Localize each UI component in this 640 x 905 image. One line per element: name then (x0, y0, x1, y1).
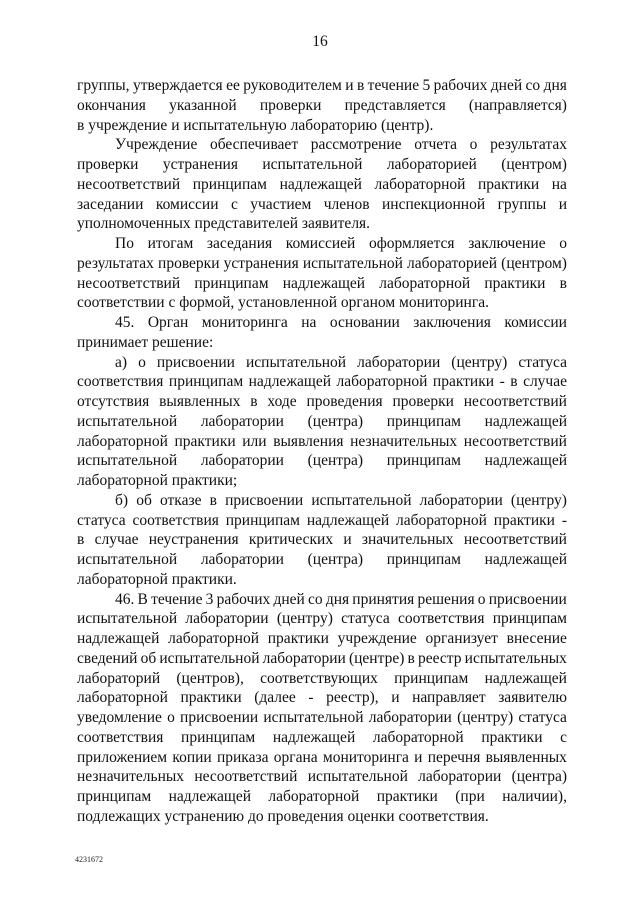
word: проверки (259, 96, 322, 114)
word: надлежащей (77, 630, 160, 647)
word: лабораторной (77, 689, 168, 707)
word: По (115, 235, 134, 252)
word: комиссии (155, 195, 219, 213)
text-line (77, 432, 567, 452)
word: ходе (267, 393, 297, 410)
word: 46. (115, 590, 135, 608)
word: испытательной (262, 156, 363, 173)
word: в (250, 393, 258, 410)
word: испытательной (307, 768, 408, 786)
word: принципам (192, 175, 267, 193)
word: лабораторной (372, 728, 464, 746)
word: организует (425, 630, 498, 647)
word: дней (490, 77, 523, 94)
word: группы, (77, 77, 130, 94)
word: лаборатории (200, 551, 284, 568)
word: лабораторной (336, 373, 428, 391)
text-line: принимает решение: (77, 333, 214, 351)
word: надлежащей (484, 551, 567, 568)
word: наличии), (502, 788, 567, 805)
word: о (477, 590, 486, 608)
text-line (77, 708, 567, 728)
word: заседании (77, 195, 144, 213)
word: (центра) (307, 551, 364, 568)
word: надлежащей (484, 452, 567, 470)
word: принципам (168, 373, 244, 391)
word: статуса (518, 353, 567, 371)
word: принципам (225, 511, 300, 529)
word: лаборатории (419, 491, 503, 509)
word: присвоении (156, 353, 235, 371)
word: о (469, 136, 478, 154)
text-line (77, 412, 567, 432)
word: лабораторной (379, 274, 471, 292)
word: основании (329, 314, 400, 331)
word: или (242, 432, 267, 450)
word: лаборатории (262, 649, 346, 667)
word: соответствия (77, 728, 164, 746)
word: испытательной (77, 452, 178, 470)
word: сведений (77, 649, 138, 667)
text-line (77, 511, 567, 531)
word: группы (497, 195, 547, 213)
word: приложением (77, 748, 168, 766)
word: утверждается (132, 77, 223, 94)
word: обеспечивает (209, 136, 299, 154)
text-line (77, 550, 567, 570)
word: лаборатории (185, 610, 269, 628)
word: проверки (77, 156, 139, 173)
word: критических (248, 531, 334, 549)
word: окончания (77, 96, 146, 114)
word: в (77, 531, 85, 549)
word: б) (115, 491, 129, 509)
word: членов (323, 195, 370, 213)
word: незначительных (77, 768, 185, 786)
text-line: соответствии с формой, установленной органом мониторинга. (77, 294, 489, 312)
word: со (308, 590, 323, 608)
text-line (77, 175, 567, 195)
word: 3 (205, 590, 214, 608)
word: статуса (518, 709, 567, 726)
word: практики (484, 274, 546, 292)
word: (центру) (457, 709, 514, 726)
text-line (77, 669, 567, 689)
word: практики (432, 373, 495, 391)
word: принципам (181, 728, 256, 746)
word: лабораторией (407, 254, 498, 272)
word: учреждение (337, 630, 417, 647)
word: несоответствий (463, 393, 567, 410)
word: со (525, 77, 541, 94)
word: - (308, 689, 314, 707)
text-line (77, 688, 567, 708)
word: течение (151, 590, 203, 608)
word: лабораторий (77, 669, 161, 687)
word: (центру) (510, 491, 567, 509)
word: копии (172, 748, 212, 766)
word: представляется (344, 96, 446, 114)
word: и (391, 689, 400, 707)
word: выявления (273, 432, 344, 450)
word: реестр (418, 649, 462, 667)
word: (центру) (276, 610, 333, 628)
document-code: 4231672 (75, 855, 103, 864)
text-line (77, 96, 567, 116)
text-line (77, 649, 567, 669)
word: 45. (115, 314, 135, 331)
word: (центру) (451, 353, 508, 371)
word: лабораторной (168, 630, 260, 647)
text-line (77, 274, 567, 294)
word: (центре) (348, 649, 405, 667)
word: лабораторией (386, 156, 477, 173)
word: проведения (306, 393, 383, 410)
text-line (77, 195, 567, 215)
text-line (77, 372, 567, 392)
word: в (559, 274, 567, 292)
word: соответствия (132, 511, 219, 529)
word: статуса (77, 511, 126, 529)
word: принципам (386, 452, 461, 470)
word: 5 (422, 77, 431, 94)
word: выявленных (485, 748, 567, 766)
word: Орган (147, 314, 189, 331)
word: принципам (394, 669, 469, 687)
word: практики (174, 432, 236, 450)
word: заключения (413, 314, 491, 331)
word: принципам (386, 551, 461, 568)
word: надлежащей (168, 788, 251, 805)
word: соответствия (77, 373, 164, 391)
word: и (414, 748, 423, 766)
text-line (77, 76, 567, 96)
word: с (560, 728, 567, 746)
word: (центров), (176, 669, 244, 687)
word: лаборатории (357, 353, 441, 371)
word: устранения (223, 254, 299, 272)
word: проверки (158, 254, 220, 272)
word: неустранения (148, 531, 239, 549)
word: практики (376, 788, 438, 805)
word: присвоении (488, 590, 567, 608)
word: лабораторной (374, 175, 466, 193)
word: уведомление (77, 709, 162, 726)
text-line (77, 491, 567, 511)
word: лаборатории (368, 709, 452, 726)
word: (направляется) (468, 96, 567, 114)
word: о (138, 353, 146, 371)
word: инспекционной (381, 195, 486, 213)
text-line (77, 254, 567, 274)
word: выявленных (159, 393, 241, 410)
word: принципам (492, 610, 567, 628)
word: присвоении (180, 709, 259, 726)
word: ее (226, 77, 240, 94)
word: надлежащей (484, 412, 567, 430)
text-line (77, 787, 567, 807)
word: а) (115, 353, 128, 371)
text-line: в учреждение и испытательную лабораторию (центр). (77, 116, 434, 134)
word: дня (325, 590, 350, 608)
word: лабораторной (268, 788, 360, 805)
word: на (551, 175, 567, 193)
word: мониторинга (201, 314, 288, 331)
word: принципам (386, 412, 461, 430)
word: соответствующих (260, 669, 378, 687)
text-line (77, 530, 567, 550)
word: направляет (412, 689, 486, 707)
word: перечня (427, 748, 481, 766)
word: испытательной (77, 610, 178, 628)
text-line (77, 451, 567, 471)
word: испытательной (263, 709, 364, 726)
word: принципам (194, 274, 269, 292)
word: заключение (468, 235, 546, 252)
word: надлежащей (248, 373, 332, 391)
word: испытательных (464, 649, 567, 667)
word: несоответствий (463, 531, 567, 549)
word: надлежащей (484, 669, 567, 687)
text-line (77, 313, 567, 333)
text-line (77, 392, 567, 412)
word: и (343, 531, 352, 549)
word: отказе (159, 491, 202, 509)
word: значительных (361, 531, 454, 549)
word: результатах (490, 136, 567, 154)
text-line (77, 590, 567, 610)
word: - (561, 511, 567, 529)
word: (далее (254, 689, 296, 707)
word: надлежащей (306, 511, 390, 529)
word: испытательной (77, 551, 178, 568)
word: практики (267, 630, 329, 647)
word: отсутствия (77, 393, 150, 410)
word: принципам (77, 788, 152, 805)
word: об (136, 491, 152, 509)
word: внесение (506, 630, 567, 647)
word: оформляется (368, 235, 455, 252)
word: практики (493, 511, 555, 529)
word: комиссии (504, 314, 567, 331)
word: присвоении (225, 491, 304, 509)
word: рабочих (433, 77, 488, 94)
word: о (167, 709, 175, 726)
word: дней (273, 590, 305, 608)
word: случае (523, 373, 567, 391)
word: отчета (414, 136, 458, 154)
word: с (230, 195, 238, 213)
word: лабораторной (396, 511, 487, 529)
word: в (407, 649, 415, 667)
word: результатах (77, 254, 154, 272)
text-line (77, 135, 567, 155)
text-line (77, 234, 567, 254)
word: в (510, 373, 518, 391)
word: (центра) (511, 768, 567, 786)
word: случае (94, 531, 139, 549)
word: органа (273, 748, 318, 766)
word: руководителем (243, 77, 342, 94)
text-line: уполномоченных представителей заявителя. (77, 215, 371, 233)
word: заявителю (498, 689, 567, 707)
word: (центром) (501, 254, 567, 272)
word: комиссией (285, 235, 356, 252)
word: - (499, 373, 505, 391)
word: несоответствий (194, 768, 298, 786)
text-line (77, 155, 567, 175)
text-line (77, 767, 567, 787)
word: решения (417, 590, 475, 608)
word: соответствия (398, 610, 485, 628)
word: испытательной (159, 649, 260, 667)
text-line (77, 609, 567, 629)
text-line: лабораторной практики; (77, 472, 238, 489)
word: устранения (162, 156, 238, 173)
word: статуса (341, 610, 390, 628)
word: рабочих (216, 590, 271, 608)
word: несоответствий (77, 175, 181, 193)
word: и (345, 77, 354, 94)
word: в (209, 491, 217, 509)
word: надлежащей (272, 728, 356, 746)
text-line (77, 748, 567, 768)
word: об (140, 649, 157, 667)
word: мониторинга (322, 748, 409, 766)
word: испытательной (245, 353, 347, 371)
document-body (77, 76, 567, 827)
word: практики (180, 689, 242, 707)
word: принятия (352, 590, 415, 608)
word: указанной (169, 96, 237, 114)
word: (при (455, 788, 485, 805)
word: лабораторной (77, 432, 168, 450)
word: заседания (206, 235, 273, 252)
word: о (559, 235, 567, 252)
word: проверки (392, 393, 454, 410)
page-number: 16 (312, 33, 328, 50)
text-line (77, 728, 567, 748)
word: на (301, 314, 317, 331)
word: надлежащей (279, 175, 362, 193)
word: рассмотрение (310, 136, 402, 154)
word: лаборатории (200, 452, 284, 470)
word: реестр), (326, 689, 379, 707)
word: дня (543, 77, 567, 94)
word: надлежащей (282, 274, 366, 292)
word: Учреждение (115, 136, 198, 154)
word: (центром) (501, 156, 567, 173)
word: практики (478, 175, 540, 193)
word: испытательной (302, 254, 403, 272)
word: (центра) (307, 452, 364, 470)
word: несоответствий (77, 274, 181, 292)
text-line (77, 353, 567, 373)
word: в (356, 77, 365, 94)
word: приказа (216, 748, 269, 766)
word: В (137, 590, 148, 608)
word: итогам (147, 235, 194, 252)
word: несоответствий (463, 432, 567, 450)
word: (центра) (307, 412, 364, 430)
word: испытательной (311, 491, 412, 509)
word: лаборатории (418, 768, 502, 786)
word: практики (481, 728, 543, 746)
text-line: лабораторной практики. (77, 570, 237, 588)
text-line: подлежащих устранению до проведения оценки соответствия. (77, 807, 489, 825)
word: лаборатории (200, 412, 284, 430)
word: незначительных (350, 432, 458, 450)
word: испытательной (77, 412, 178, 430)
word: и (558, 195, 567, 213)
word: течение (367, 77, 420, 94)
text-line (77, 629, 567, 649)
word: участием (250, 195, 312, 213)
